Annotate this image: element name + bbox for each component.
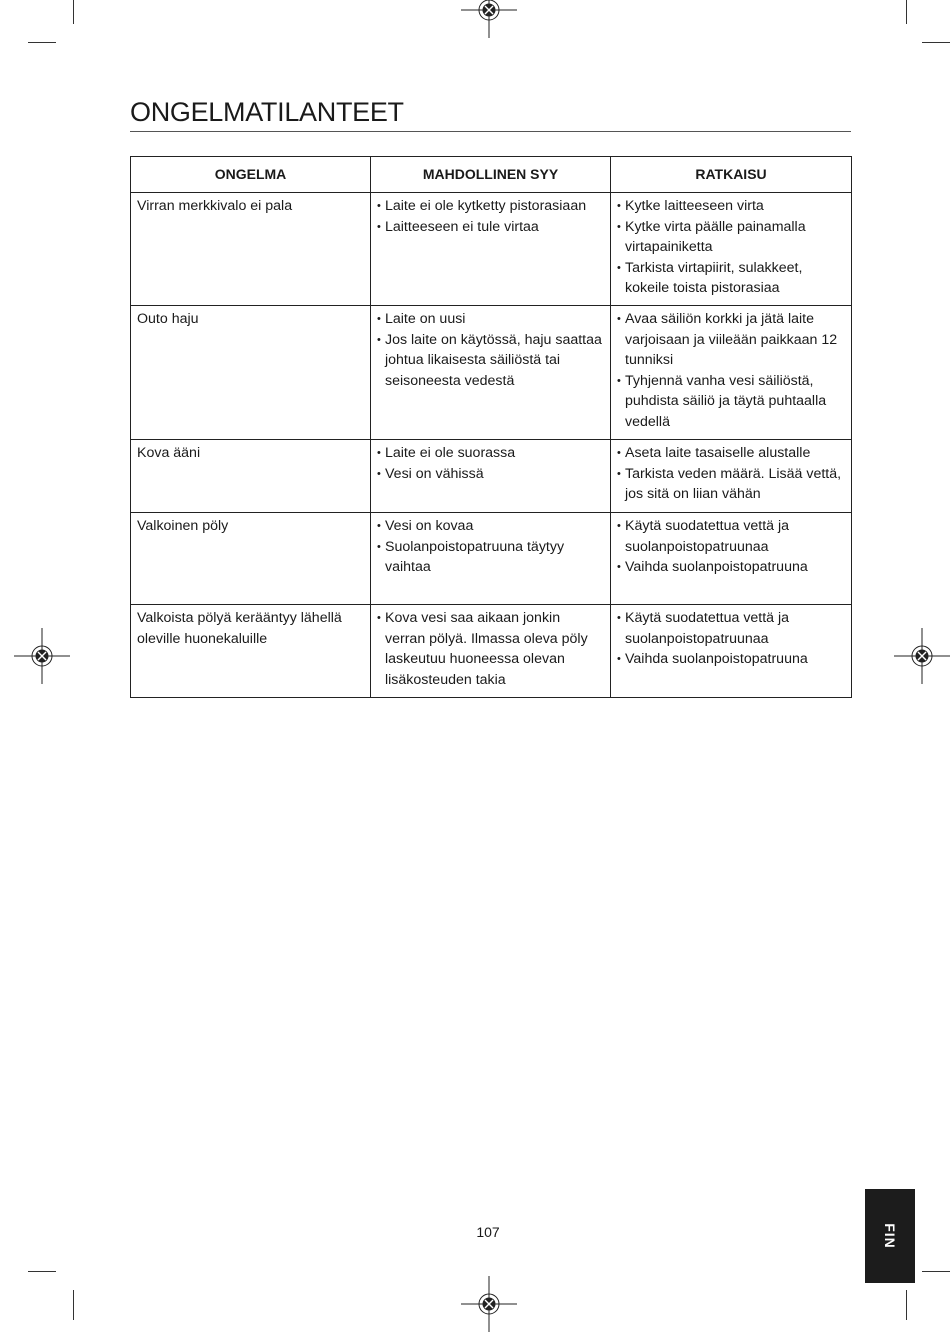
problem-cell: Kova ääni — [131, 440, 371, 513]
problem-cell: Virran merkkivalo ei pala — [131, 193, 371, 306]
crop-mark — [922, 42, 950, 43]
list-item: • Laite ei ole suorassa — [377, 443, 604, 464]
registration-mark-icon — [894, 628, 950, 684]
list-item: • Aseta laite tasaiselle alustalle — [617, 443, 845, 464]
list-item: • Kytke laitteeseen virta — [617, 196, 845, 217]
cause-cell — [371, 440, 611, 513]
list-item: • Vesi on kovaa — [377, 516, 604, 537]
table-row — [131, 193, 852, 306]
list-item: • Laite ei ole kytketty pistorasiaan — [377, 196, 604, 217]
crop-mark — [28, 42, 56, 43]
list-item: • Laite on uusi — [377, 309, 604, 330]
cause-cell — [371, 513, 611, 605]
crop-mark — [906, 0, 907, 24]
table-row — [131, 440, 852, 513]
list-item: • Laitteeseen ei tule virtaa — [377, 217, 604, 238]
cause-cell — [371, 605, 611, 698]
registration-mark-icon — [14, 628, 70, 684]
language-tab-label: FIN — [882, 1223, 898, 1249]
list-item: • Kova vesi saa aikaan jonkin verran pölyä. Ilmassa oleva pöly laskeutuu huoneessa olevan lisäkosteuden takia — [377, 608, 604, 690]
title-divider — [130, 131, 851, 132]
header-problem: ONGELMA — [131, 157, 371, 193]
table-header-row — [131, 157, 852, 193]
list-item: • Jos laite on käytössä, haju saattaa johtua likaisesta säiliöstä tai seisoneesta vedestä — [377, 330, 604, 392]
crop-mark — [906, 1290, 907, 1320]
table-row — [131, 513, 852, 605]
problem-cell: Valkoista pölyä kerääntyy lähellä oleville huonekaluille — [131, 605, 371, 698]
crop-mark — [922, 1271, 950, 1272]
list-item: • Avaa säiliön korkki ja jätä laite varjoisaan ja viileään paikkaan 12 tunniksi — [617, 309, 845, 371]
troubleshooting-table — [130, 156, 852, 698]
list-item: • Käytä suodatettua vettä ja suolanpoistopatruunaa — [617, 516, 845, 557]
cause-cell — [371, 306, 611, 440]
crop-mark — [73, 1290, 74, 1320]
solution-cell — [611, 440, 852, 513]
crop-mark — [28, 1271, 56, 1272]
language-tab — [865, 1189, 915, 1283]
crop-mark — [73, 0, 74, 24]
list-item: • Vaihda suolanpoistopatruuna — [617, 649, 845, 670]
list-item: • Tarkista veden määrä. Lisää vettä, jos sitä on liian vähän — [617, 464, 845, 505]
header-cause: MAHDOLLINEN SYY — [371, 157, 611, 193]
registration-mark-icon — [461, 1276, 517, 1332]
page-title: ONGELMATILANTEET — [130, 97, 404, 127]
header-solution: RATKAISU — [611, 157, 852, 193]
problem-cell: Valkoinen pöly — [131, 513, 371, 605]
list-item: • Vesi on vähissä — [377, 464, 604, 485]
list-item: • Vaihda suolanpoistopatruuna — [617, 557, 845, 578]
table-row — [131, 306, 852, 440]
cause-cell — [371, 193, 611, 306]
table-row — [131, 605, 852, 698]
solution-cell — [611, 306, 852, 440]
list-item: • Tarkista virtapiirit, sulakkeet, kokeile toista pistorasiaa — [617, 258, 845, 299]
list-item: • Suolanpoistopatruuna täytyy vaihtaa — [377, 537, 604, 578]
solution-cell — [611, 605, 852, 698]
list-item: • Tyhjennä vanha vesi säiliöstä, puhdista säiliö ja täytä puhtaalla vedellä — [617, 371, 845, 433]
list-item: • Käytä suodatettua vettä ja suolanpoistopatruunaa — [617, 608, 845, 649]
solution-cell — [611, 193, 852, 306]
problem-cell: Outo haju — [131, 306, 371, 440]
page-number: 107 — [476, 1224, 500, 1240]
list-item: • Kytke virta päälle painamalla virtapainiketta — [617, 217, 845, 258]
solution-cell — [611, 513, 852, 605]
registration-mark-icon — [461, 0, 517, 38]
